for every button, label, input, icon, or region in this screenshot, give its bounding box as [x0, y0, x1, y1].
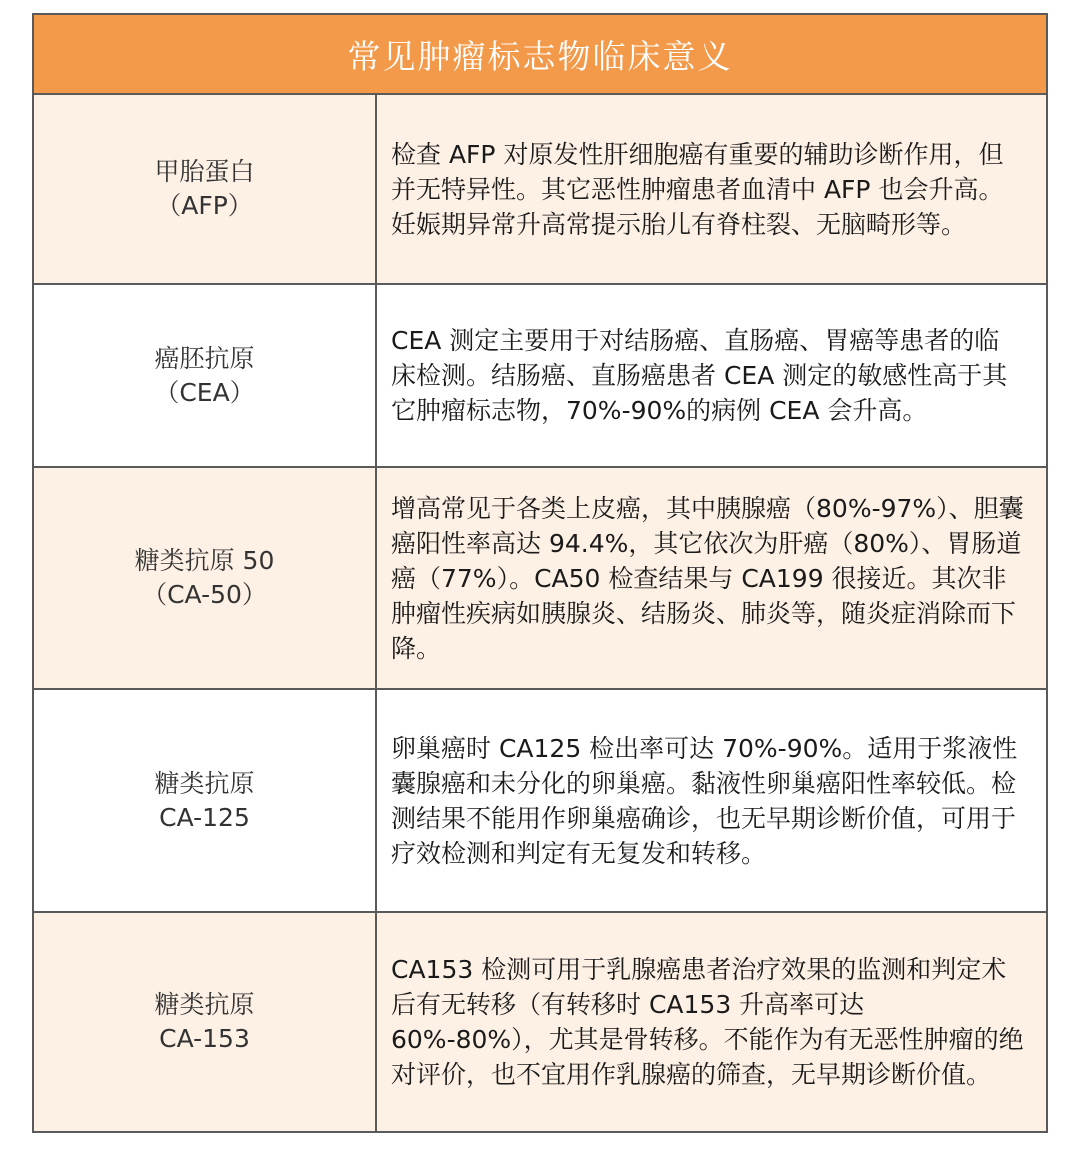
table-title: 常见肿瘤标志物临床意义 — [347, 36, 733, 76]
marker-name: 甲胎蛋白 — [154, 157, 255, 186]
marker-name: 糖类抗原 — [154, 768, 255, 798]
marker-description: 卵巢癌时 CA125 检出率可达 70%-90%。适用于浆液性囊腺癌和未分化的卵巢癌。黏液性卵巢癌阳性率较低。检测结果不能用作卵巢癌确诊，也无早期诊断价值，可用于疗效检测和判定有无复发和转移。 — [391, 733, 1018, 868]
marker-description-cell — [377, 468, 1046, 688]
marker-name-cell — [34, 468, 377, 688]
marker-name: 糖类抗原 50 — [134, 546, 275, 575]
table-title-bar — [34, 15, 1046, 95]
marker-name-cell — [34, 95, 377, 283]
table-row — [34, 285, 1046, 468]
marker-abbrev: （CEA） — [154, 377, 255, 407]
table-row — [34, 95, 1046, 285]
marker-abbrev: CA-125 — [159, 802, 250, 832]
marker-name-cell — [34, 285, 377, 466]
marker-description: 检查 AFP 对原发性肝细胞癌有重要的辅助诊断作用，但并无特异性。其它恶性肿瘤患者血清中 AFP 也会升高。妊娠期异常升高常提示胎儿有脊柱裂、无脑畸形等。 — [391, 139, 1004, 239]
marker-name: 糖类抗原 — [154, 990, 255, 1019]
marker-description: 增高常见于各类上皮癌，其中胰腺癌（80%-97%）、胆囊癌阳性率高达 94.4%，其它依次为肝癌（80%）、胃肠道癌（77%）。CA50 检查结果与 CA199 很接近。其次非肿瘤性疾病如胰腺炎、结肠炎、肺炎等，随炎症消除而下降。 — [391, 493, 1024, 663]
marker-name-cell — [34, 690, 377, 911]
marker-description-cell — [377, 913, 1046, 1131]
tumor-marker-table — [32, 13, 1048, 1133]
marker-abbrev: CA-153 — [159, 1024, 250, 1053]
table-row — [34, 468, 1046, 690]
table-row — [34, 913, 1046, 1131]
marker-description: CA153 检测可用于乳腺癌患者治疗效果的监测和判定术后有无转移（有转移时 CA153 升高率可达 60%-80%），尤其是骨转移。不能作为有无恶性肿瘤的绝对评价，也不宜用作乳腺癌的筛查，无早期诊断价值。 — [391, 955, 1024, 1089]
marker-description-cell — [377, 690, 1046, 911]
marker-description: CEA 测定主要用于对结肠癌、直肠癌、胃癌等患者的临床检测。结肠癌、直肠癌患者 CEA 测定的敏感性高于其它肿瘤标志物，70%-90%的病例 CEA 会升高。 — [391, 326, 1008, 425]
marker-name: 癌胚抗原 — [154, 343, 255, 373]
marker-abbrev: （CA-50） — [142, 580, 267, 609]
marker-abbrev: （AFP） — [156, 191, 253, 220]
marker-description-cell — [377, 95, 1046, 283]
marker-description-cell — [377, 285, 1046, 466]
table-row — [34, 690, 1046, 913]
marker-name-cell — [34, 913, 377, 1131]
